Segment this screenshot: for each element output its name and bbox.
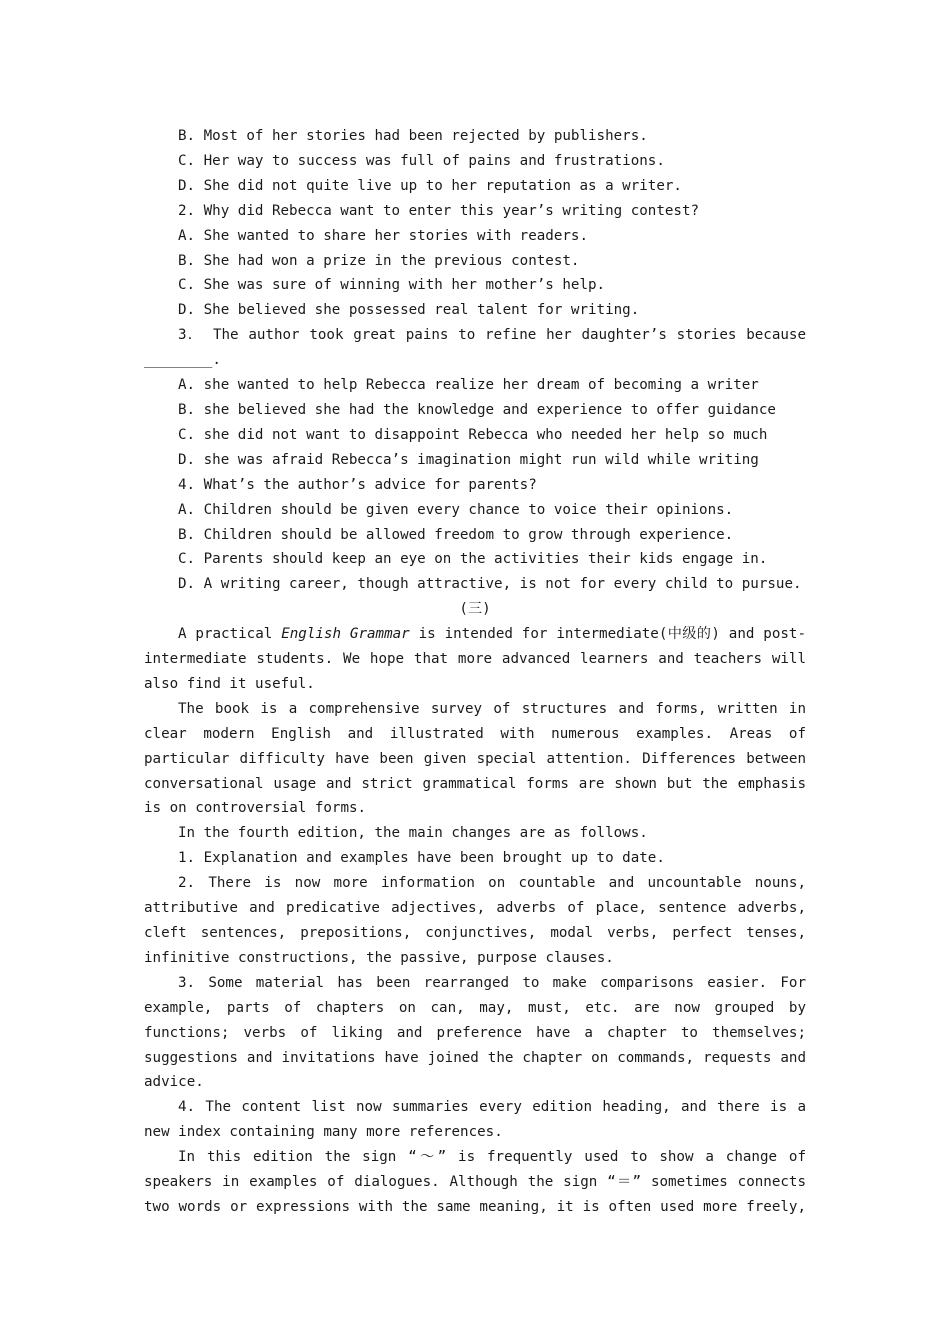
q2-option-d: D. She believed she possessed real talent for writing.: [178, 302, 640, 319]
change-item-2: 2. There is now more information on countable and uncountable nouns, attributive and predicative adjectives, adverbs of place, sentence adverbs, cleft sentences, prepositions, conjunctives, modal verbs, perfect tenses, infinitive constructions, the passive, purpose clauses.: [144, 875, 806, 966]
passage-paragraph-2: The book is a comprehensive survey of structures and forms, written in clear modern English and illustrated with numerous examples. Areas of particular difficulty have been given special attention. Differences between conversational usage and strict grammatical forms are shown but the emphasis is on controversial forms.: [144, 700, 806, 817]
q3-question-line1: 3． The author took great pains to refine her daughter’s stories because: [178, 327, 806, 344]
q2-option-b: B. She had won a prize in the previous contest.: [178, 252, 580, 269]
book-title: English Grammar: [281, 626, 410, 643]
q4-option-d: D. A writing career, though attractive, is not for every child to pursue.: [178, 576, 802, 593]
q3-answer-blank: ________.: [144, 352, 221, 369]
change-item-1: 1. Explanation and examples have been brought up to date.: [178, 850, 665, 867]
q1-option-c: C. Her way to success was full of pains and frustrations.: [178, 152, 665, 169]
q4-question: 4. What’s the author’s advice for parents?: [178, 476, 537, 493]
q2-question: 2. Why did Rebecca want to enter this year’s writing contest?: [178, 202, 700, 219]
section-heading: (三): [459, 601, 491, 618]
passage-paragraph-4: In this edition the sign “～” is frequently used to show a change of speakers in examples of dialogues. Although the sign “＝” sometimes connects two words or expressions with the same meaning, it is often used more freely,: [144, 1149, 806, 1215]
passage-paragraph-1: [144, 622, 806, 697]
q2-option-a: A. She wanted to share her stories with readers.: [178, 227, 588, 244]
q1-option-b: B. Most of her stories had been rejected by publishers.: [178, 128, 648, 144]
q3-option-a: A. she wanted to help Rebecca realize her dream of becoming a writer: [178, 377, 759, 394]
q1-option-d: D. She did not quite live up to her reputation as a writer.: [178, 177, 682, 194]
passage-paragraph-3: In the fourth edition, the main changes are as follows.: [178, 825, 648, 842]
q3-option-d: D. she was afraid Rebecca’s imagination might run wild while writing: [178, 451, 759, 468]
q3-option-b: B. she believed she had the knowledge and experience to offer guidance: [178, 401, 776, 418]
passage-p1-end: is intended for intermediate(中级的) and post-intermediate students. We hope that more advanced learners and teachers will also find it useful.: [144, 626, 807, 692]
document-page: [144, 124, 806, 1220]
q4-option-c: C. Parents should keep an eye on the activities their kids engage in.: [178, 551, 768, 568]
q2-option-c: C. She was sure of winning with her mother’s help.: [178, 277, 606, 294]
q4-option-a: A. Children should be given every chance to voice their opinions.: [178, 501, 734, 518]
change-item-4: 4. The content list now summaries every edition heading, and there is a new index containing many more references.: [144, 1099, 806, 1141]
change-item-3: 3. Some material has been rearranged to make comparisons easier. For example, parts of chapters on can, may, must, etc. are now grouped by functions; verbs of liking and preference have a chapter to themselves; suggestions and invitations have joined the chapter on commands, requests and advice.: [144, 974, 806, 1091]
passage-p1-start: A practical: [178, 626, 282, 643]
q4-option-b: B. Children should be allowed freedom to grow through experience.: [178, 526, 734, 543]
q3-option-c: C. she did not want to disappoint Rebecca who needed her help so much: [178, 426, 768, 443]
